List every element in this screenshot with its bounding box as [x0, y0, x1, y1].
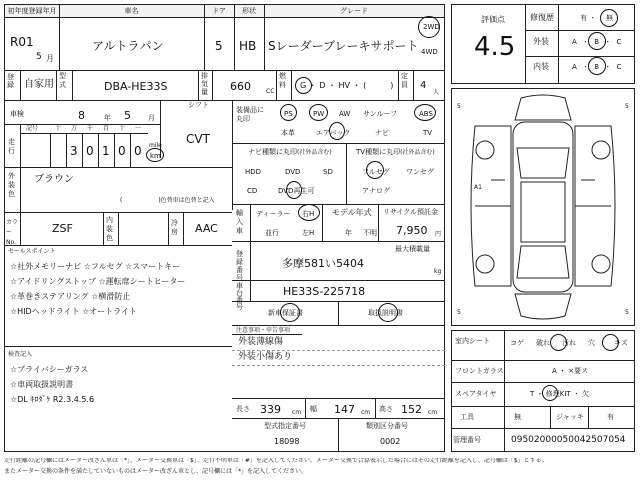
equip-ps: PS — [284, 110, 293, 118]
mileage-label: 走行 — [8, 138, 15, 155]
seat-label: 室内シート — [455, 337, 490, 345]
fuel-label: 燃料 — [279, 72, 286, 89]
color-value: ブラウン — [34, 174, 74, 185]
diagram-mark-3: 5 — [457, 309, 461, 316]
header-car-name: 車名 — [59, 5, 204, 18]
width-unit: cm — [361, 409, 371, 416]
notes-label: 注意事項・申告事項 — [236, 327, 291, 334]
model-code: DBA-HE33S — [104, 80, 168, 93]
repair-kit-circle — [542, 385, 558, 401]
fuel-value: G ・ D ・ HV ・ ( ) — [300, 81, 394, 90]
warranty-circle — [280, 303, 300, 322]
import-parallel: 並行 — [265, 229, 279, 237]
mgmt-value: 09502000050042507054 — [511, 435, 626, 445]
mileage-digit-2: 0 — [86, 144, 94, 158]
sales-point-line: ☆アイドリングストップ ☆運転席シートヒーター — [10, 277, 186, 286]
seat-option-4: キズ — [614, 339, 628, 347]
tv-fullseg-circle — [366, 161, 384, 179]
inspection-label: 車検 — [10, 110, 24, 118]
tools-label: 工具 — [460, 413, 474, 421]
width-label: 幅 — [310, 405, 317, 413]
import-label: 輸入車 — [236, 209, 243, 235]
plate-type-label: 登録 — [7, 73, 14, 89]
interior-grade: A ・ B ・ C — [572, 63, 622, 71]
reg-month-unit: 月 — [46, 54, 54, 63]
tv-type-label: TV種類に丸印(社外品含む) — [356, 148, 435, 156]
inspection-month-unit: 月 — [148, 114, 155, 122]
model-type-label: 型式 — [59, 72, 66, 89]
usage-value: 自家用 — [24, 79, 54, 90]
import-dealer: ディーラー — [256, 210, 291, 218]
model-year-unit: 年 — [345, 229, 352, 237]
spare-tire-label: スペアタイヤ — [455, 390, 497, 398]
tv-analog: アナログ — [362, 187, 390, 195]
import-left-handle: 左H — [302, 229, 315, 237]
tools-value: 無 — [514, 413, 521, 421]
cc-unit: CC — [266, 88, 275, 95]
km-circle — [146, 148, 164, 162]
navi-dvd-playable-circle — [286, 181, 302, 199]
mileage-unit-mile: mile — [149, 142, 162, 149]
diagram-mark-4: 5 — [625, 309, 629, 316]
seat-option-0: コゲ — [510, 339, 524, 347]
repair-yes: 有 ・ — [580, 14, 597, 22]
mileage-digits-label: 記号 — [26, 125, 39, 132]
shift-label: シフト — [188, 101, 209, 109]
length-value: 339 — [260, 403, 281, 416]
max-load-label: 最大積載量 — [395, 245, 430, 253]
inspector-note-line: 外装薄線傷 — [238, 337, 284, 347]
displacement-value: 660 — [230, 80, 251, 93]
recycle-unit: 円 — [435, 231, 442, 238]
equip-leather: 本革 — [281, 129, 295, 137]
height-unit: cm — [428, 409, 438, 416]
repair-no: 無 — [606, 14, 613, 22]
interior-label: 内装 — [533, 62, 549, 71]
seat-option-2: 汚れ — [562, 339, 576, 347]
capacity-unit: 人 — [433, 89, 440, 96]
height-value: 152 — [401, 403, 422, 416]
equip-ps-circle — [280, 104, 297, 121]
header-reg-date: 初年度登録年月 — [5, 5, 59, 18]
navi-type-label: ナビ種類に丸印(社外品含む) — [248, 148, 332, 156]
model-year-value: 不明 — [363, 229, 377, 237]
doors-value: 5 — [215, 39, 223, 53]
drive-2wd: 2WD — [423, 23, 440, 31]
mileage-unit-km: km — [150, 152, 161, 160]
navi-sd: SD — [323, 168, 333, 176]
sales-point-line: ☆HIDヘッドライト ☆オートライト — [10, 307, 137, 316]
inspection-entry-label: 検査記入 — [8, 351, 33, 358]
inspector-note-line: 外装小傷あり — [238, 352, 293, 362]
equip-airbag-circle — [329, 122, 345, 140]
exterior-label: 外装 — [533, 37, 549, 46]
plate-label: 登録番号 — [236, 250, 243, 282]
shape-value: HB — [239, 39, 257, 53]
equip-pw: PW — [313, 110, 325, 118]
type-spec-value: 18098 — [274, 437, 300, 446]
reg-year: R01 — [10, 35, 34, 49]
diagram-mark-2: 5 — [625, 103, 629, 110]
jack-label: ジャッキ — [556, 413, 584, 421]
seat-option-3: 穴 — [588, 339, 595, 347]
recycle-label: リサイクル預託金 — [383, 208, 439, 216]
diagram-mark-1: 5 — [457, 103, 461, 110]
fuel-g-circle — [295, 77, 312, 94]
equipment-label: 装備品に丸印 — [236, 106, 264, 123]
mileage-unit-0: 十 — [55, 125, 62, 132]
inspection-year: 8 — [78, 109, 85, 122]
mgmt-label: 管理番号 — [453, 436, 481, 444]
car-damage-diagram — [451, 88, 635, 326]
equip-abs: ABS — [419, 110, 433, 118]
score-value: 4.5 — [474, 32, 516, 62]
reg-month: 5 — [36, 52, 42, 62]
mileage-unit-2: 千 — [87, 125, 94, 132]
repair-no-circle — [600, 9, 618, 27]
equip-sunroof: サンルーフ — [363, 110, 398, 118]
plate-value: 多摩581い5404 — [282, 257, 364, 270]
car-name: アルトラパン — [92, 39, 164, 53]
mileage-unit-4: 十 — [119, 125, 126, 132]
tv-fullseg: フルセグ — [362, 168, 390, 176]
inspection-month: 5 — [124, 109, 131, 122]
sales-points-label: セールスポイント — [8, 248, 56, 255]
sales-point-line: ☆革巻きステアリング ☆横滑防止 — [10, 292, 131, 301]
footer-line-2: またメーター交換の条件を満たしていないものはメーター改ざん車とし、記号欄には「*」を記入してください。 — [4, 468, 308, 475]
class-value: 0002 — [380, 437, 401, 446]
chassis-value: HE33S-225718 — [283, 285, 366, 298]
equip-pw-circle — [309, 104, 328, 121]
navi-dvd-playable: DVD再生可 — [278, 187, 315, 195]
mileage-unit-1: 万 — [71, 125, 78, 132]
import-right-handle: 右H — [302, 210, 315, 218]
color-label: 外装色 — [8, 172, 15, 198]
header-grade: グレード — [264, 5, 444, 18]
capacity-value: 4 — [420, 80, 427, 91]
header-shape: 形状 — [234, 5, 264, 18]
capacity-label: 定員 — [401, 72, 408, 89]
ac-label: 冷房 — [171, 219, 178, 236]
displacement-label: 排気量 — [201, 72, 208, 96]
inspection-entry-line: ☆プライバシーガラス — [10, 365, 89, 374]
class-label: 類別区分番号 — [366, 422, 408, 430]
new-car-warranty: 新車保証書 — [268, 309, 303, 317]
equip-airbag: エアバック — [316, 129, 351, 137]
grade-value: Sレーダーブレーキサポート — [268, 39, 419, 53]
seat-option-1: 破れ — [536, 339, 550, 347]
footer-line-1: 走行距離の記号欄にはメーター改ざん車は「*」、メーター交換車は「$」、走行不明車は「#」を記入してください。メーター交換で合算表示した場合にはその走行距離を記入し、記号欄は「$」とする。 — [4, 458, 548, 464]
width-value: 147 — [334, 403, 355, 416]
max-load-unit: kg — [434, 268, 442, 275]
owners-manual: 取扱説明書 — [368, 309, 403, 317]
spare-tire-value: T ・ 修理KIT ・ 欠 — [530, 390, 590, 398]
front-glass-label: フロントガラス — [455, 367, 504, 375]
exterior-grade: A ・ B ・ C — [572, 38, 622, 46]
ac-value: AAC — [195, 222, 218, 235]
color-no-value: ZSF — [52, 222, 73, 235]
mileage-digit-5: 0 — [134, 144, 142, 158]
inspection-entry-line: ☆DL ｷﾛﾀﾞｹ R2.3.4.5.6 — [10, 395, 95, 404]
navi-dvd: DVD — [285, 168, 301, 176]
jack-value: 有 — [607, 413, 614, 421]
length-label: 長さ — [236, 405, 250, 413]
shift-value: CVT — [186, 132, 210, 146]
recycle-value: 7,950 — [396, 224, 428, 237]
header-doors: ドア — [204, 5, 234, 18]
drive-2wd-circle — [418, 16, 440, 38]
score-label: 評価点 — [481, 15, 505, 24]
navi-cd: CD — [247, 187, 258, 195]
right-handle-circle — [298, 204, 320, 221]
equip-navi: ナビ — [375, 129, 389, 137]
navi-hdd: HDD — [245, 168, 262, 176]
mileage-unit-3: 百 — [103, 125, 110, 132]
mileage-digit-1: 3 — [70, 144, 78, 158]
sales-point-line: ☆社外メモリーナビ ☆フルセグ ☆スマートキー — [10, 262, 181, 271]
interior-b-circle — [588, 57, 606, 75]
mileage-digit-3: 1 — [102, 144, 110, 158]
repair-history-label: 修復歴 — [530, 13, 554, 22]
equip-tv: TV — [423, 129, 433, 137]
mileage-unit-5: 一 — [135, 125, 142, 132]
interior-color-label: 内装色 — [106, 216, 113, 242]
length-unit: cm — [292, 409, 302, 416]
chassis-label: 車台番号 — [236, 282, 243, 311]
inspection-entry-line: ☆車両取扱説明書 — [10, 380, 74, 389]
equip-abs-circle — [414, 104, 436, 121]
color-no-label: カラーNo. — [6, 219, 19, 246]
drive-4wd: 4WD — [421, 48, 438, 56]
equip-aw: AW — [339, 110, 351, 118]
diagram-mark-a1: A1 — [474, 184, 482, 191]
inspection-year-unit: 年 — [104, 114, 111, 122]
model-year-label: モデル年式 — [332, 208, 372, 217]
mileage-digit-4: 0 — [118, 144, 126, 158]
type-spec-label: 型式指定番号 — [264, 422, 306, 430]
manual-circle — [378, 303, 398, 322]
color-note: ( )色替車は色替と記入 — [120, 197, 215, 204]
height-label: 高さ — [379, 405, 393, 413]
front-glass-value: A ・ ×要ス — [552, 367, 589, 375]
exterior-b-circle — [588, 32, 606, 50]
tv-oneseg: ワンセグ — [406, 168, 434, 176]
